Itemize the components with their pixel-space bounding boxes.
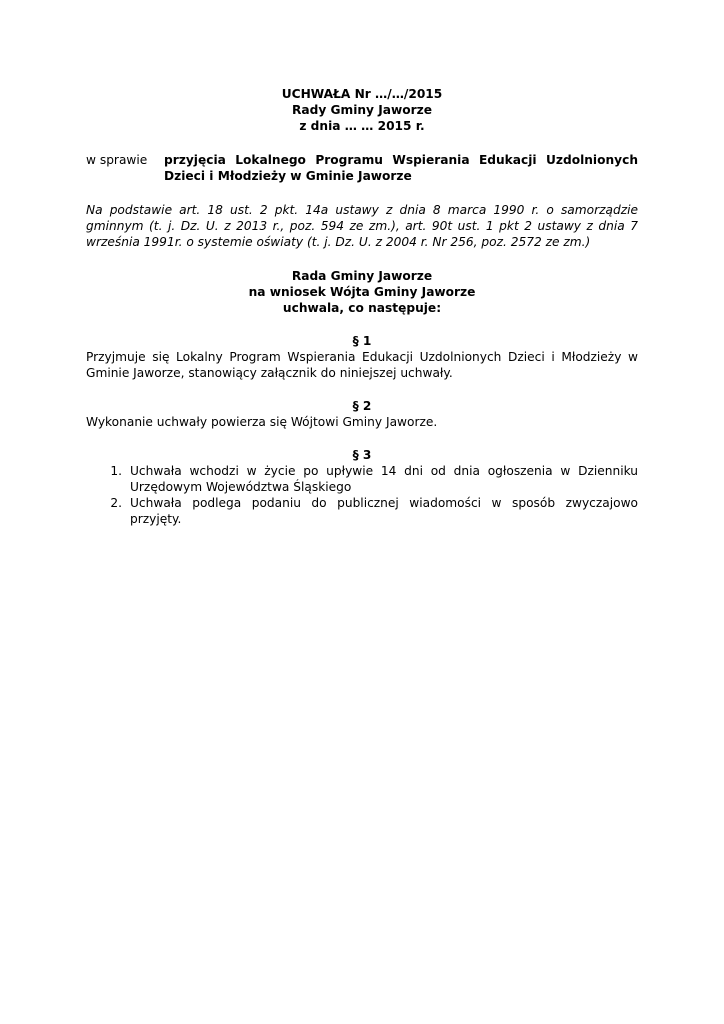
resolution-header	[86, 86, 638, 134]
council-line-2: na wniosek Wójta Gminy Jaworze	[248, 285, 476, 299]
resolution-subject	[86, 152, 638, 184]
list-item-number: 2.	[110, 496, 122, 510]
section-3-list	[86, 463, 638, 527]
subject-text: przyjęcia Lokalnego Programu Wspierania Edukacji Uzdolnionych Dzieci i Młodzieży w Gminie Jaworze	[164, 153, 638, 183]
list-item	[86, 463, 638, 495]
council-line-3: uchwala, co następuje:	[282, 301, 442, 315]
council-name: Rady Gminy Jaworze	[291, 103, 433, 117]
resolution-number: UCHWAŁA Nr …/…/2015	[281, 87, 443, 101]
section-3-heading: § 3	[352, 448, 372, 462]
legal-basis: Na podstawie art. 18 ust. 2 pkt. 14a ustawy z dnia 8 marca 1990 r. o samorządzie gminnym (t. j. Dz. U. z 2013 r., poz. 594 ze zm.), art. 90t ust. 1 pkt 2 ustawy z dnia 7 września 1991r. o systemie oświaty (t. j. Dz. U. z 2004 r. Nr 256, poz. 2572 ze zm.)	[86, 203, 638, 249]
resolution-date: z dnia … … 2015 r.	[299, 119, 425, 133]
section-2-text: Wykonanie uchwały powierza się Wójtowi Gminy Jaworze.	[86, 415, 438, 429]
list-item	[86, 495, 638, 527]
list-item-number: 1.	[110, 464, 122, 478]
section-2-heading: § 2	[352, 399, 372, 413]
council-line-1: Rada Gminy Jaworze	[291, 269, 433, 283]
list-item-text: Uchwała wchodzi w życie po upływie 14 dni od dnia ogłoszenia w Dzienniku Urzędowym Województwa Śląskiego	[130, 464, 638, 494]
document-content	[86, 86, 638, 527]
section-1-text: Przyjmuje się Lokalny Program Wspierania Edukacji Uzdolnionych Dzieci i Młodzieży w Gminie Jaworze, stanowiący załącznik do niniejszej uchwały.	[86, 350, 638, 380]
list-item-text: Uchwała podlega podaniu do publicznej wiadomości w sposób zwyczajowo przyjęty.	[130, 496, 638, 526]
subject-label: w sprawie	[86, 153, 148, 167]
council-statement	[86, 268, 638, 316]
section-1-heading: § 1	[352, 334, 372, 348]
